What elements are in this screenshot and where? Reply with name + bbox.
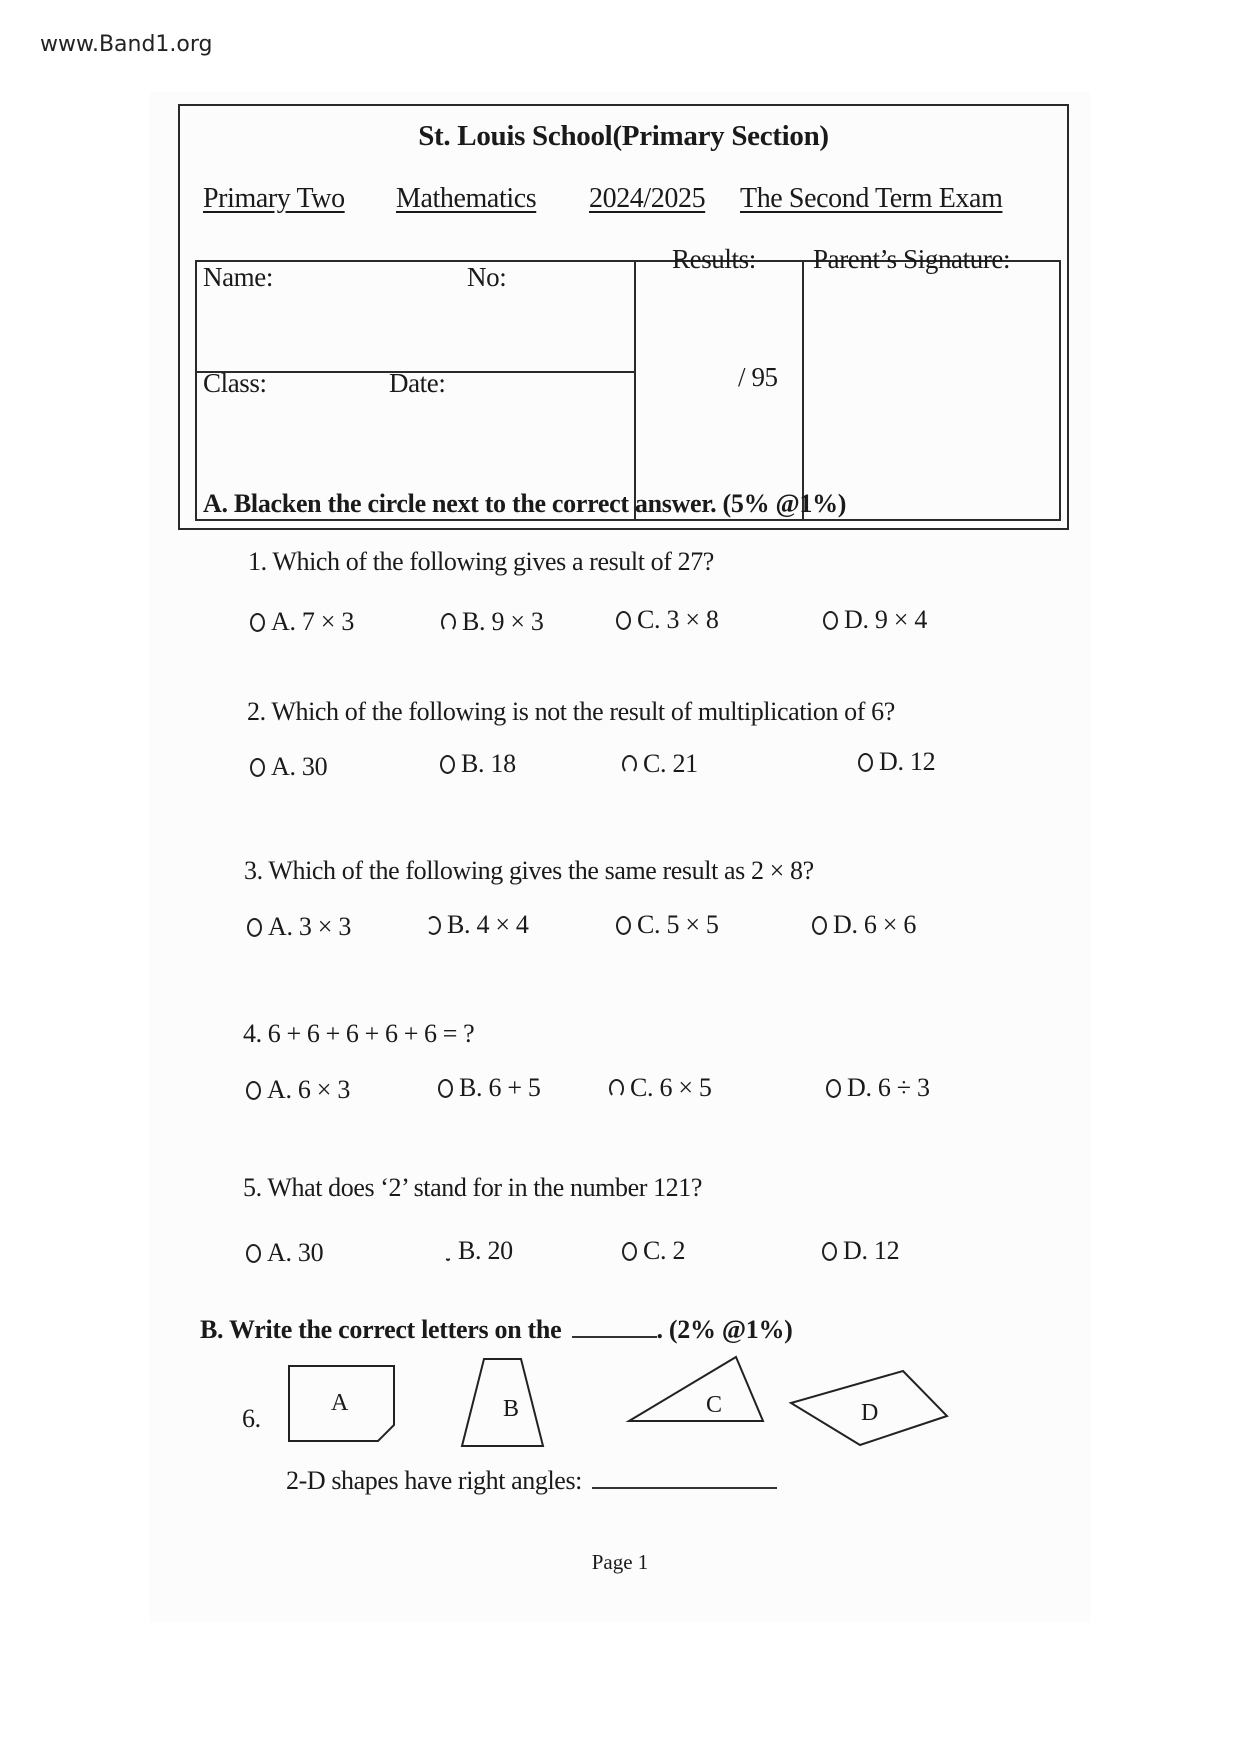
option-label: A. 6 × 3: [267, 1075, 351, 1104]
answer-blank[interactable]: [592, 1487, 777, 1489]
right-angles-prompt: 2-D shapes have right angles:: [286, 1466, 582, 1495]
option-label: C. 21: [643, 749, 698, 778]
page-number: Page 1: [591, 1550, 649, 1574]
option-label: D. 6 ÷ 3: [847, 1073, 930, 1102]
option-label: D. 6 × 6: [833, 910, 917, 939]
school-year: 2024/2025: [589, 183, 706, 214]
option-label: D. 12: [843, 1236, 900, 1265]
shape-b-label: B: [503, 1396, 520, 1422]
option-label: B. 6 + 5: [459, 1073, 541, 1102]
question-4: 4. 6 + 6 + 6 + 6 + 6 = ?: [243, 1019, 475, 1048]
question-6-number: 6.: [242, 1404, 261, 1433]
option-label: A. 3 × 3: [268, 912, 352, 941]
option-label: B. 4 × 4: [447, 910, 529, 939]
shape-d-label: D: [861, 1400, 879, 1426]
option-label: B. 18: [461, 749, 516, 778]
question-3: 3. Which of the following gives the same result as 2 × 8?: [244, 856, 814, 885]
number-field[interactable]: No:: [467, 262, 507, 292]
results-total: / 95: [738, 362, 778, 392]
date-field[interactable]: Date:: [389, 368, 446, 398]
school-title: St. Louis School(Primary Section): [418, 120, 829, 152]
right-angles-question: [286, 1466, 777, 1496]
option-label: C. 5 × 5: [637, 910, 719, 939]
exam-name: The Second Term Exam: [740, 183, 1003, 214]
question-1: 1. Which of the following gives a result of 27?: [248, 547, 714, 576]
class-field[interactable]: Class:: [203, 368, 267, 398]
subject: Mathematics: [396, 183, 537, 214]
section-b-heading-text: B. Write the correct letters on the: [200, 1315, 562, 1344]
option-label: A. 7 × 3: [271, 607, 355, 636]
option-label: B. 20: [458, 1236, 513, 1265]
shape-c-label: C: [706, 1392, 723, 1418]
option-label: C. 6 × 5: [630, 1073, 712, 1102]
option-label: A. 30: [271, 752, 328, 781]
section-b-heading-marks: . (2% @1%): [656, 1315, 793, 1344]
option-label: C. 3 × 8: [637, 605, 719, 634]
watermark-url: www.Band1.org: [40, 32, 213, 57]
parent-signature-field[interactable]: Parent’s Signature:: [813, 244, 1011, 274]
option-label: B. 9 × 3: [462, 607, 544, 636]
results-label: Results:: [672, 244, 756, 274]
shape-a-label: A: [331, 1390, 349, 1416]
question-5: 5. What does ‘2’ stand for in the number 121?: [243, 1173, 703, 1202]
option-label: D. 9 × 4: [844, 605, 928, 634]
question-2: 2. Which of the following is not the result of multiplication of 6?: [247, 697, 895, 726]
section-a-heading: A. Blacken the circle next to the correct answer. (5% @1%): [203, 489, 847, 518]
shape-c-triangle: [629, 1357, 763, 1421]
option-label: A. 30: [267, 1238, 324, 1267]
name-field[interactable]: Name:: [203, 262, 273, 292]
option-label: D. 12: [879, 747, 936, 776]
option-label: C. 2: [643, 1236, 686, 1265]
grade-level: Primary Two: [203, 183, 345, 214]
